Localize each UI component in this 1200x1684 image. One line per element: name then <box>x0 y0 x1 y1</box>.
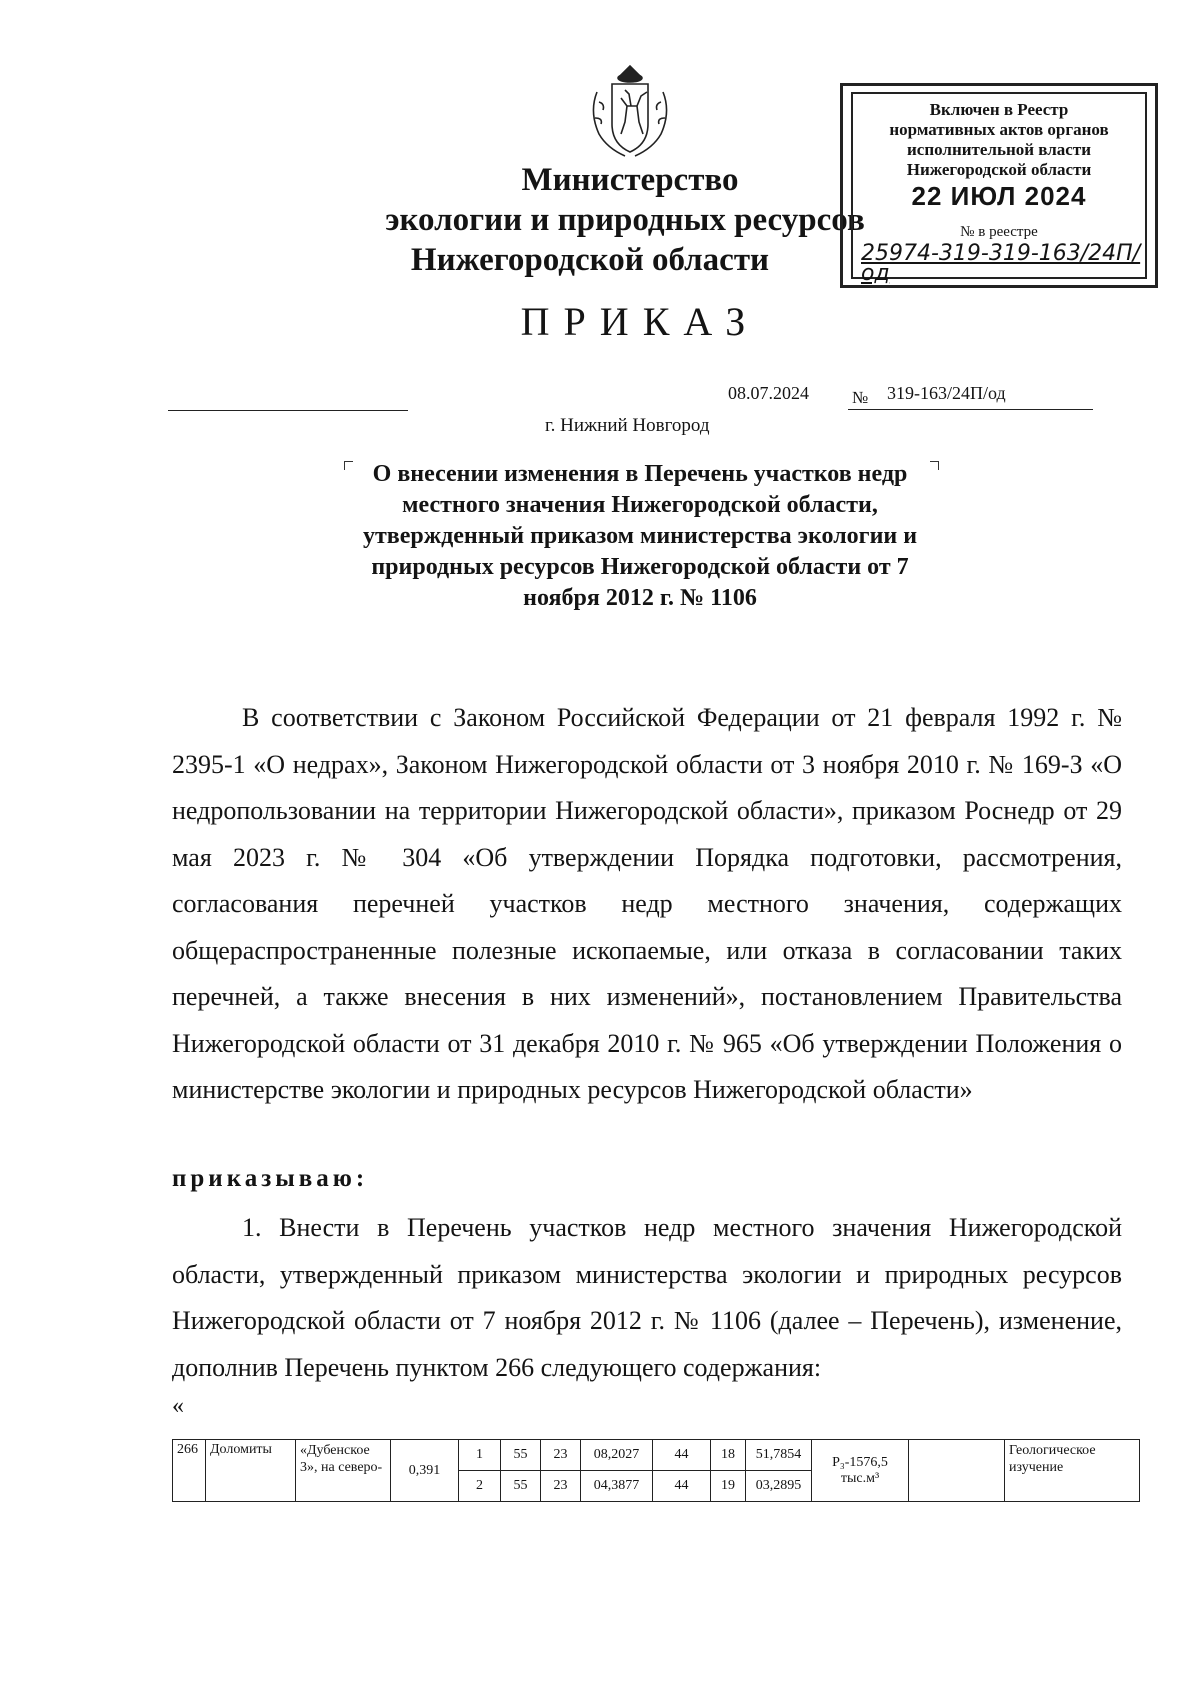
preamble-paragraph: В соответствии с Законом Российской Федерации от 21 февраля 1992 г. № 2395-1 «О недрах», Законом Нижегородской области от 3 ноября 2010 г. № 169-З «О недропользовании на территории Нижегородской области», приказом Роснедр от 29 мая 2023 г. № 304 «Об утверждении Порядка подготовки, рассмотрения, согласования перечней участков недр местного значения, содержащих общераспространенные полезные ископаемые, или отказа в согласовании таких перечней, а также внесения в них изменений», постановлением Правительства Нижегородской области от 31 декабря 2010 г. № 965 «Об утверждении Положения о министерстве экологии и природных ресурсов Нижегородской области» <box>172 703 1122 1104</box>
coat-of-arms-emblem <box>585 62 675 162</box>
city: г. Нижний Новгород <box>545 415 710 436</box>
stamp-line-1: Включен в Реестр <box>929 100 1069 119</box>
empty-cell <box>909 1440 1005 1502</box>
latitude-degrees-cell: 55 <box>501 1440 541 1471</box>
stamp-registry-number: 25974-319-319-163/24П/од <box>861 241 1141 286</box>
subsoil-site-table <box>172 1439 1140 1502</box>
ministry-name-line-3: Нижегородской области <box>410 242 770 278</box>
stamp-inner-frame <box>851 92 1147 286</box>
clause-1-paragraph: 1. Внести в Перечень участков недр местного значения Нижегородской области, утвержденный приказом министерства экологии и природных ресурсов Нижегородской области от 7 ноября 2012 г. № 1106 (далее – Перечень), изменение, дополнив Перечень пунктом 266 следующего содержания: <box>172 1213 1122 1382</box>
longitude-degrees-cell: 44 <box>653 1471 711 1502</box>
registry-stamp <box>840 83 1158 288</box>
latitude-seconds-cell: 08,2027 <box>581 1440 653 1471</box>
table-row <box>173 1440 1140 1471</box>
latitude-minutes-cell: 23 <box>541 1471 581 1502</box>
item-number-cell: 266 <box>173 1440 206 1502</box>
mineral-cell: Доломиты <box>206 1440 296 1502</box>
document-type-title: ПРИКАЗ <box>520 299 760 344</box>
stamp-line-3: исполнительной власти <box>907 140 1091 159</box>
latitude-minutes-cell: 23 <box>541 1440 581 1471</box>
purpose-cell: Геологическое изучение <box>1005 1440 1140 1502</box>
site-name-cell: «Дубенское 3», на северо- <box>296 1440 391 1502</box>
stamp-line-2: нормативных актов органов <box>889 120 1109 139</box>
longitude-minutes-cell: 18 <box>711 1440 746 1471</box>
number-underline <box>848 409 1093 410</box>
stamp-line-4: Нижегородской области <box>906 160 1092 179</box>
document-subject: О внесении изменения в Перечень участков недр местного значения Нижегородской области, утвержденный приказом министерства экологии и природных ресурсов Нижегородской области от 7 ноября 2012 г. № 1106 <box>362 461 918 611</box>
date-underline <box>168 410 408 411</box>
longitude-seconds-cell: 51,7854 <box>746 1440 812 1471</box>
ministry-name-line-2: экологии и природных ресурсов <box>385 202 865 238</box>
document-number: 319-163/24П/од <box>887 383 1006 403</box>
stamp-registry-number-label: № в реестре <box>960 224 1038 240</box>
document-number-label: № <box>852 388 869 407</box>
point-number-cell: 1 <box>459 1440 501 1471</box>
document-date: 08.07.2024 <box>728 383 809 403</box>
point-number-cell: 2 <box>459 1471 501 1502</box>
latitude-degrees-cell: 55 <box>501 1471 541 1502</box>
stamp-date: 22 ИЮЛ 2024 <box>911 181 1087 211</box>
longitude-minutes-cell: 19 <box>711 1471 746 1502</box>
latitude-seconds-cell: 04,3877 <box>581 1471 653 1502</box>
ministry-name-line-1: Министерство <box>521 162 739 198</box>
longitude-degrees-cell: 44 <box>653 1440 711 1471</box>
order-verb: приказываю: <box>172 1165 369 1192</box>
area-cell: 0,391 <box>391 1440 459 1502</box>
resources-cell: P₃-1576,5 тыс.м³ <box>812 1440 909 1502</box>
opening-quote: « <box>172 1393 184 1419</box>
longitude-seconds-cell: 03,2895 <box>746 1471 812 1502</box>
